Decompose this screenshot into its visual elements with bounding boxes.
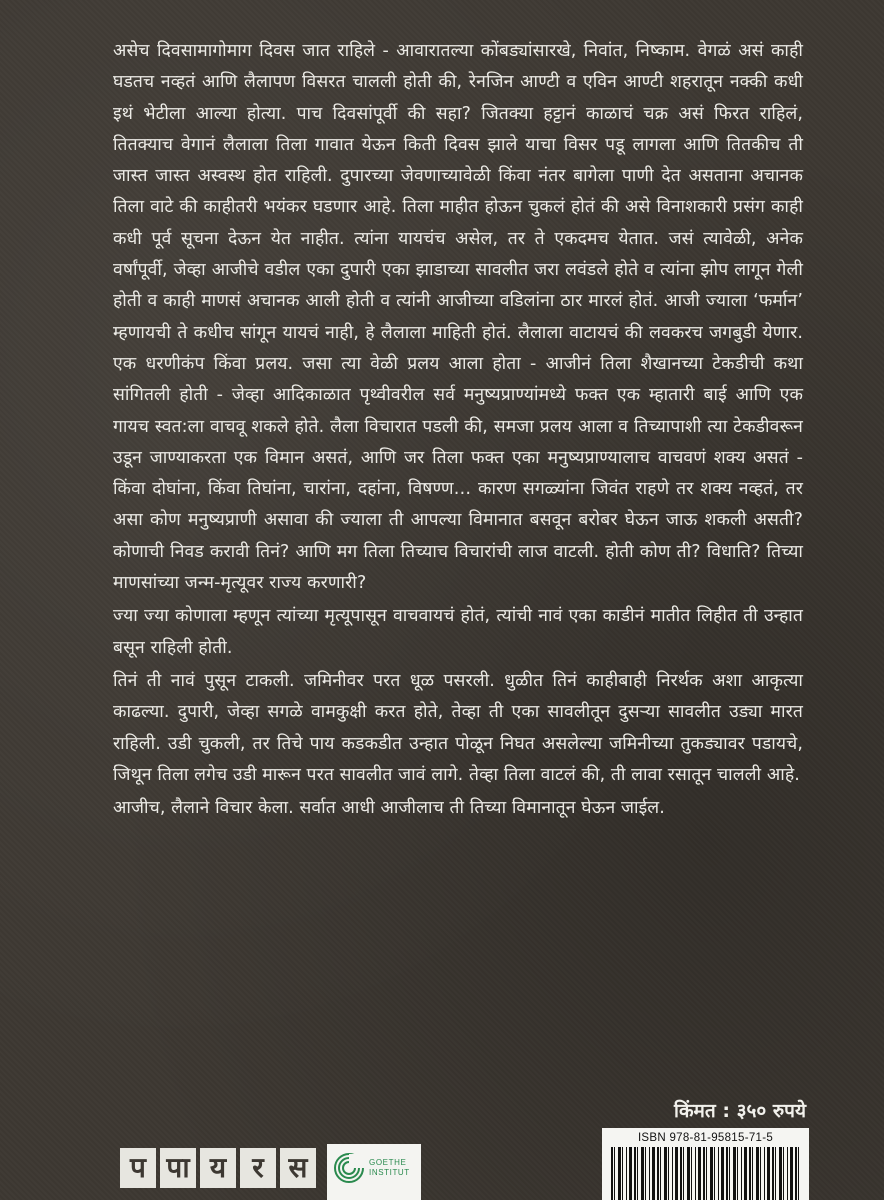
goethe-line1: GOETHE — [369, 1158, 407, 1167]
publisher-logo-letter: र — [240, 1148, 276, 1188]
publisher-logo-letter: स — [280, 1148, 316, 1188]
paragraph-3: तिनं ती नावं पुसून टाकली. जमिनीवर परत धूळ पसरली. धुळीत तिनं काहीबाही निरर्थक अशा आकृत्या काढल्या. दुपारी, जेव्हा सगळे वामकुक्षी करत होते, तेव्हा ती एका सावलीतून दुसऱ्या सावलीत उड्या मारत राहिली. उडी चुकली, तर तिचे पाय कडकडीत उन्हात पोळून निघत असलेल्या जमिनीच्या तुकड्यावर पडायचे, जिथून तिला लगेच उडी मारून परत सावलीत जावं लागे. तेव्हा तिला वाटलं की, ती लावा रसातून चालली आहे. — [113, 670, 803, 785]
paragraph-2: ज्या ज्या कोणाला म्हणून त्यांच्या मृत्यूपासून वाचवायचं होतं, त्यांची नावं एका काडीनं मातीत लिहीत ती उन्हात बसून राहिली होती. — [113, 606, 803, 658]
publisher-logo-letter: प — [120, 1148, 156, 1188]
paragraph-4: आजीच, लैलाने विचार केला. सर्वात आधी आजीलाच ती तिच्या विमानातून घेऊन जाईल. — [113, 798, 665, 819]
publisher-logo-letter: य — [200, 1148, 236, 1188]
paragraph-1: असेच दिवसामागोमाग दिवस जात राहिले - आवारातल्या कोंबड्यांसारखे, निवांत, निष्काम. वेगळं असं काही घडतच नव्हतं आणि लैलापण विसरत चालली होती की, रेनजिन आण्टी व एविन आण्टी शहरातून नक्की कधी इथं भेटीला आल्या होत्या. पाच दिवसांपूर्वी की सहा? जितक्या हट्टानं काळाचं चक्र असं फिरत राहिलं, तितक्याच वेगानं लैलाला तिला गावात येऊन किती दिवस झाले याचा विसर पडू लागला आणि तितकीच ती जास्त जास्त अस्वस्थ होत राहिली. दुपारच्या जेवणाच्यावेळी किंवा नंतर बागेला पाणी देत असताना अचानक तिला वाटे की काहीतरी भयंकर घडणार आहे. तिला माहीत होऊन चुकलं होतं की असे विनाशकारी प्रसंग काही कधी पूर्व सूचना देऊन येत नाहीत. त्यांना यायचंच असेल, तर ते एकदमच येतात. जसं त्यावेळी, अनेक वर्षांपूर्वी, जेव्हा आजीचे वडील एका दुपारी एका झाडाच्या सावलीत जरा लवंडले होते व त्यांना झोप लागून गेली होती व काही माणसं अचानक आली होती व त्यांनी आजीच्या वडिलांना ठार मारलं होतं. आजी ज्याला ‘फर्मान’ म्हणायची ते कधीच सांगून यायचं नाही, हे लैलाला माहिती होतं. लैलाला वाटायचं की लवकरच जगबुडी येणार. एक धरणीकंप किंवा प्रलय. जसा त्या वेळी प्रलय आला होता - आजीनं तिला शैखानच्या टेकडीची कथा सांगितली होती - जेव्हा आदिकाळात पृथ्वीवरील सर्व मनुष्यप्राण्यांमध्ये फक्त एक म्हातारी बाई आणि एक गायच स्वत:ला वाचवू शकले होते. लैला विचारात पडली की, समजा प्रलय आला व तिच्यापाशी त्या टेकडीवरून उडून जाण्याकरता एक विमान असतं, आणि जर तिला फक्त एका मनुष्यप्राण्यालाच वाचवणं शक्य असतं - किंवा दोघांना, किंवा तिघांना, चारांना, दहांना, विषण्ण… कारण सगळ्यांना जिवंत राहणे तर शक्य नव्हतं, तर असा कोण मनुष्यप्राणी असावा की ज्याला ती आपल्या विमानात बसवून बरोबर घेऊन जाऊ शकली असती? कोणाची निवड करावी तिनं? आणि मग तिला तिच्याच विचारांची लाज वाटली. होती कोण ती? विधाति? तिच्या माणसांच्या जन्म-मृत्यूवर राज्य करणारी? — [113, 41, 803, 594]
barcode-bars — [611, 1147, 801, 1200]
isbn-barcode — [602, 1128, 809, 1200]
blurb-text — [113, 36, 803, 826]
price-label: किंमत : ३५० रुपये — [674, 1100, 806, 1122]
goethe-institut-name — [369, 1152, 410, 1178]
goethe-spiral-icon — [333, 1152, 365, 1184]
goethe-line2: INSTITUT — [369, 1168, 410, 1177]
publisher-logo — [120, 1148, 316, 1192]
goethe-institut-logo — [327, 1144, 421, 1200]
publisher-logo-letter: पा — [160, 1148, 196, 1188]
isbn-number: ISBN 978-81-95815-71-5 — [637, 1132, 774, 1144]
